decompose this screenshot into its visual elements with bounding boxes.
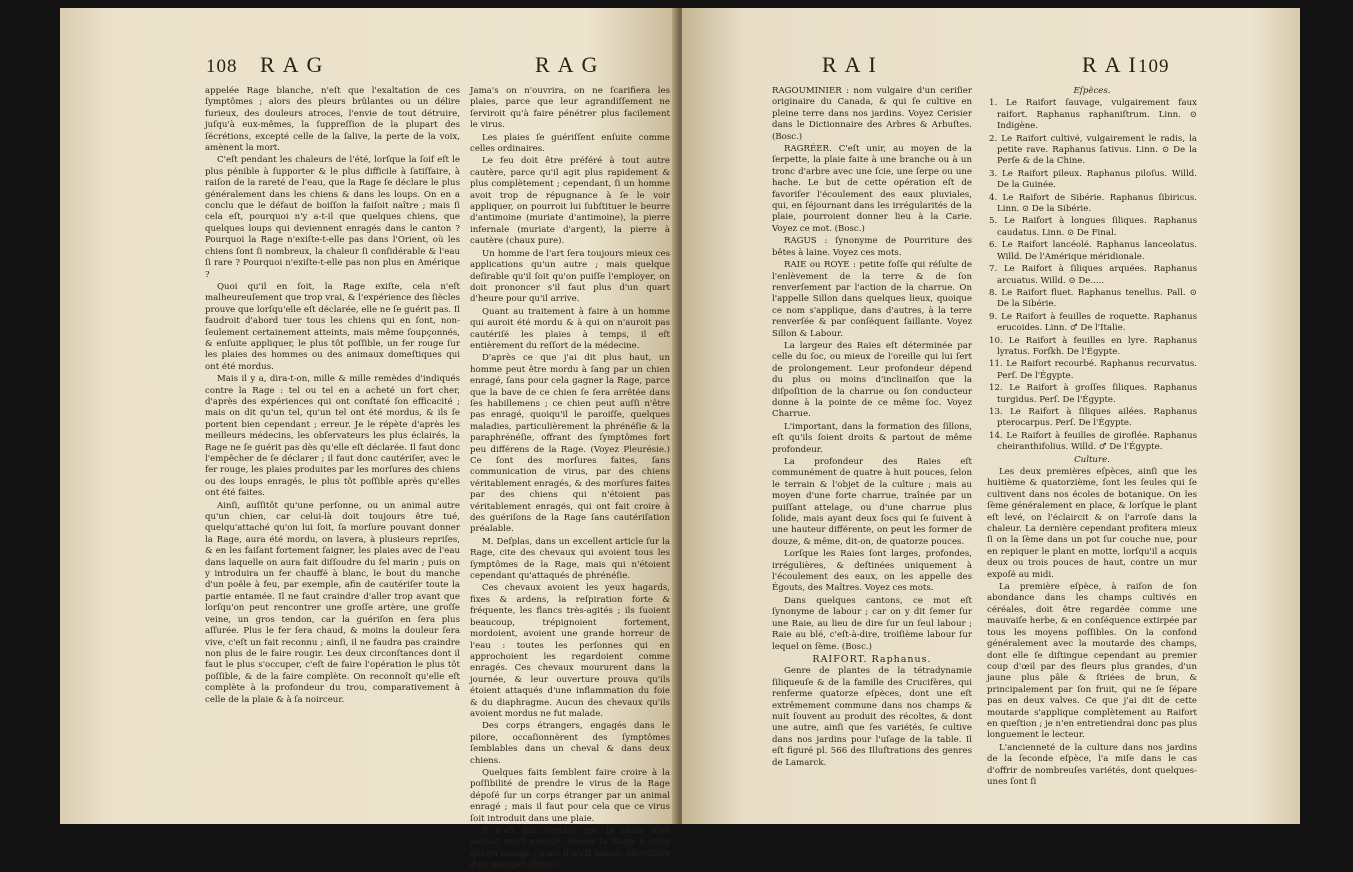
left-running-head	[60, 52, 678, 82]
right-column-1	[772, 86, 972, 816]
raifort-intro: Genre de plantes de la tétradynamie ſiliqueuſe & de la famille des Crucifères, qui renferme quatorze eſpèces, dont une eſt extrêmement commune dans nos champs & nuit ſouvent au produit des récoltes, & dont une autre, ainſi que ſes variétés, ſe cultive dans nos jardins pour l'uſage de la table. Il eſt figuré pl. 566 des Illuſtrations des genres de Lamarck.	[772, 666, 972, 768]
culture-paragraph: Les deux premières eſpèces, ainſi que les huitième & quatorzième, ſont les ſeules qui ſe cultivent dans nos écoles de botanique. On les ſème généralement en place, & lorſque le plant eſt levé, on l'éclaircit & on l'arroſe dans la chaleur. La dernière cependant profitera mieux ſi on la ſème dans un pot ſur couche nue, pour en repiquer le plant en motte, lorſqu'il a acquis deux ou trois pouces de haut, contre un mur expoſé au midi.	[987, 467, 1197, 580]
species-item: 10. Le Raifort à feuilles en lyre. Raphanus lyratus. Forſkh. De l'Égypte.	[989, 335, 1197, 357]
species-item: 4. Le Raifort de Sibérie. Raphanus ſibiricus. Linn. ⊙ De la Sibérie.	[989, 192, 1197, 215]
paragraph: D'après ce que j'ai dit plus haut, un homme peut être mordu à ſang par un chien enragé, ſans pour cela gagner la Rage, parce que la bave de ce chien ſe ſera arrêtée dans ſes habillemens ; ce chien peut auſſi n'être pas enragé, quoiqu'il le paroiſſe, quelques maladies, particulièrement la phrénéſie & la paraphrénéſie, offrant des ſymptômes fort peu différens de la Rage. (Voyez Pleurésie.) Ce ſont des morſures faites, ſans communication de virus, par des chiens véritablement enragés, & des morſures faites par des chiens qui n'étoient pas véritablement enragés, qui ont fait croire à des guériſons de la Rage ſans cautériſation préalable.	[470, 353, 670, 535]
paragraph: M. Deſplas, dans un excellent article ſur la Rage, cite des chevaux qui avoient tous les ſymptômes de la Rage, mais qui n'étoient cependant qu'attaqués de phrénéſie.	[470, 536, 670, 582]
species-item: 6. Le Raifort lancéolé. Raphanus lanceolatus. Willd. De l'Amérique méridionale.	[989, 240, 1197, 262]
paragraph: RAGOUMINIER : nom vulgaire d'un ceriſier originaire du Canada, & qui ſe cultive en pleine terre dans nos jardins. Voyez Cerisier dans le Dictionnaire des Arbres & Arbuſtes. (Bosc.)	[772, 86, 972, 142]
paragraph: Le feu doit être préféré à tout autre cautère, parce qu'il agit plus rapidement & plus complètement ; cependant, ſi un homme avoit trop de répugnance à ſe le voir appliquer, on pourroit lui ſubſtituer le beurre d'antimoine (muriate d'antimoine), la pierre infernale (muriate d'argent), la pierre à cautère (chaux pure).	[470, 156, 670, 247]
species-title: Eſpèces.	[1073, 86, 1111, 96]
species-item: 5. Le Raifort à longues ſiliques. Raphanus caudatus. Linn. ⊙ De Final.	[989, 216, 1197, 238]
paragraph: Il n'eſt pas certain que la chair d'un animal mort enragé, donne la Rage à celui qui en mange ; mais il n'eſt jamais néceſſaire d'en manger. (Bosc.)	[470, 826, 670, 871]
right-running-head	[682, 52, 1300, 82]
paragraph: Les plaies ſe guériſſent enſuite comme celles ordinaires.	[470, 132, 670, 155]
paragraph: La profondeur des Raies eſt communément de quatre à huit pouces, ſelon le terrain & l'objet de la culture ; mais au moyen d'une forte charrue, traînée par un puiſſant attelage, ou d'une charrue plus ſolide, mais ayant deux ſocs qui ſe ſuivent à une hauteur différente, on peut les former de douze, & même, dit-on, de quatorze pouces.	[772, 457, 972, 547]
right-head-word: RAI	[1082, 52, 1144, 77]
species-item: 1. Le Raifort ſauvage, vulgairement faux raifort. Raphanus raphaniſtrum. Linn. ⊙ Indigène.	[989, 98, 1197, 132]
species-item: 8. Le Raifort fluet. Raphanus tenellus. Pall. ⊙ De la Sibérie.	[989, 287, 1197, 310]
paragraph: RAGRÉER. C'eſt unir, au moyen de la ſerpette, la plaie faite à une branche ou à un tronc d'arbre avec une ſcie, une ſerpe ou une hache. Le but de cette opération eſt de favoriſer l'écoulement des eaux pluviales, qui, en ſéjournant dans les irrégularités de la plaie, pourroient donner lieu à la Carie. Voyez ce mot. (Bosc.)	[772, 144, 972, 234]
paragraph: Jama's on n'ouvrira, on ne ſcarifiera les plaies, parce que leur agrandiſſement ne ſerviroit qu'à faire pénétrer plus facilement le virus.	[470, 86, 670, 131]
paragraph: L'important, dans la formation des ſillons, eſt qu'ils ſoient droits & partout de même profondeur.	[772, 421, 972, 455]
culture-paragraph: La première eſpèce, à raiſon de ſon abondance dans les champs cultivés en céréales, doit être regardée comme une mauvaiſe herbe, & en conſéquence extirpée par tous les moyens poſſibles. On la confond généralement avec la moutarde des champs, dont elle ſe diſtingue cependant au premier coup d'œil par des fleurs plus grandes, d'un jaune plus pâle & ſtriées de brun, & principalement par ſon fruit, qui ne ſe ſépare pas en deux valves. Ce que j'ai dit de cette moutarde s'applique complètement au Raifort en queſtion ; je n'en entretiendrai donc pas plus longuement le lecteur.	[987, 582, 1197, 741]
species-item: 13. Le Raifort à ſiliques ailées. Raphanus pterocarpus. Perſ. De l'Égypte.	[989, 406, 1197, 429]
culture-paragraph: L'ancienneté de la culture dans nos jardins de la ſeconde eſpèce, l'a miſe dans le cas d'offrir de nombreuſes variétés, dont quelques-unes ſont ſi	[987, 742, 1197, 787]
raifort-heading: RAIFORT. Raphanus.	[812, 653, 932, 665]
paragraph: RAIE ou ROYE : petite foſſe qui réſulte de l'enlèvement de la terre & de ſon renverſement par l'action de la charrue. On l'appelle Sillon dans quelques lieux, quoique ce nom s'applique, dans d'autres, à la terre renverſée & par conſéquent ſaillante. Voyez Sillon & Labour.	[772, 260, 972, 339]
paragraph: Des corps étrangers, engagés dans le pilore, occaſionnèrent des ſymptômes ſemblables dans un cheval & dans deux chiens.	[470, 721, 670, 766]
paragraph: Quoi qu'il en ſoit, la Rage exiſte, cela n'eſt malheureuſement que trop vrai, & l'expérience des ſiècles prouve que lorſqu'elle eſt déclarée, elle ne ſe guérit pas. Il faudroit d'abord tuer tous les chiens qui en ſont, non-ſeulement certainement atteints, mais même ſoupçonnés, & enſuite appliquer, le plus tôt poſſible, un fer rouge ſur les plaies des hommes ou des animaux domeſtiques qui ont été mordus.	[205, 281, 460, 372]
paragraph: Quelques faits ſemblent faire croire à la poſſibilité de prendre le virus de la Rage dépoſé ſur un corps étranger par un animal enragé ; mais il faut pour cela que ce virus ſoit introduit dans une plaie.	[470, 767, 670, 824]
paragraph: appelée Rage blanche, n'eſt que l'exaltation de ces ſymptômes ; alors des pleurs brûlantes ou un délire furieux, des douleurs atroces, l'envie de tout détruire, juſqu'à eux-mêmes, la ſuppreſſion de la plupart des ſécrétions, excepté celle de la ſalive, la perte de la voix, amènent la mort.	[205, 86, 460, 154]
left-head-center: RAG	[535, 52, 606, 77]
right-page	[682, 8, 1300, 824]
species-item: 7. Le Raifort à ſiliques arquées. Raphanus arcuatus. Willd. ⊙ De.....	[989, 264, 1197, 286]
paragraph: C'eſt pendant les chaleurs de l'été, lorſque la ſoif eſt le plus pénible à ſupporter & le plus difficile à ſatiſfaire, à raiſon de la rareté de l'eau, que la Rage ſe déclare le plus généralement dans les chiens & dans les loups. On en a conclu que le défaut de boiſſon la faiſoit naître ; mais ſi cela eſt, pourquoi n'y a-t-il que quelques chiens, que quelques loups qui deviennent enragés dans le canton ? Pourquoi la Rage n'exiſte-t-elle pas dans l'Orient, où les chiens ſont ſi nombreux, la chaleur ſi conſidérable & l'eau ſi rare ? Pourquoi n'exiſte-t-elle pas non plus en Amérique ?	[205, 155, 460, 280]
left-column-2	[470, 86, 670, 871]
right-column-2	[987, 86, 1197, 816]
left-page	[60, 8, 678, 871]
species-item: 14. Le Raifort à feuilles de giroflée. Raphanus cheiranthifolius. Willd. ♂ De l'Égypte.	[989, 430, 1197, 453]
paragraph: Dans quelques cantons, ce mot eſt ſynonyme de labour ; car on y dit ſemer ſur une Raie, au lieu de dire ſur un ſeul labour ; Raie au blé, c'eſt-à-dire, troiſième labour ſur lequel on ſème. (Bosc.)	[772, 595, 972, 652]
paragraph: Mais il y a, dira-t-on, mille & mille remèdes d'indiqués contre la Rage : tel ou tel en a acheté un fort cher, d'après des expériences qui ont conſtaté ſon efficacité ; mais on dit qu'un tel, qu'un tel ont été mordus, & ils ſe portent bien cependant ; erreur. Je le répète d'après les meilleurs médecins, les obſervateurs les plus éclairés, la Rage ne ſe guérit pas dès qu'elle eſt déclarée. Il faut donc l'empêcher de ſe déclarer ; il faut donc cautériſer, avec le fer rouge, les plaies produites par les morſures des chiens ou des loups enragés, le plus tôt poſſible après qu'elles ont été faites.	[205, 374, 460, 499]
left-column-1	[205, 86, 460, 816]
species-item: 11. Le Raifort recourbé. Raphanus recurvatus. Perſ. De l'Égypte.	[989, 359, 1197, 381]
paragraph: Ces chevaux avoient les yeux hagards, fixes & ardens, la reſpiration forte & fréquente, les flancs très-agités ; ils ſuoient beaucoup, trépignoient fortement, mordoient, avoient une grande horreur de l'eau : toutes les perſonnes qui en approchoient les regardoient comme enragés. Ces chevaux moururent dans la journée, & leur ouverture prouva qu'ils étoient attaqués d'une inflammation du foie & du diaphragme. Aucun des chevaux qu'ils avoient mordus ne fut malade.	[470, 583, 670, 719]
right-folio: 109	[1138, 56, 1170, 77]
species-item: 9. Le Raifort à feuilles de roquette. Raphanus erucoides. Linn. ♂ De l'Italie.	[989, 311, 1197, 334]
left-head-word: RAG	[260, 52, 331, 77]
species-item: 3. Le Raifort pileux. Raphanus piloſus. Willd. De la Guinée.	[989, 168, 1197, 191]
culture-title: Culture.	[1074, 454, 1110, 465]
paragraph: RAGUS : ſynonyme de Pourriture des bêtes à laine. Voyez ces mots.	[772, 236, 972, 258]
paragraph: La largeur des Raies eſt déterminée par celle du ſoc, ou mieux de l'oreille qui lui ſert de prolongement. Leur profondeur dépend du plus ou moins d'inclinaiſon que la diſpoſition de la charrue ou ſon conducteur donne à la pointe de ce même ſoc. Voyez Charrue.	[772, 340, 972, 420]
species-item: 2. Le Raifort cultivé, vulgairement le radis, la petite rave. Raphanus ſativus. Linn. ⊙ De la Perſe & de la Chine.	[989, 133, 1197, 167]
left-folio: 108	[206, 56, 238, 77]
book-spread	[60, 8, 1300, 871]
paragraph: Quant au traitement à faire à un homme qui auroit été mordu & à qui on n'auroit pas cautériſé les plaies à temps, il eſt entièrement du reſſort de la médecine.	[470, 306, 670, 351]
species-item: 12. Le Raifort à groſſes ſiliques. Raphanus turgidus. Perſ. De l'Égypte.	[989, 383, 1197, 405]
right-head-center: RAI	[822, 52, 884, 77]
paragraph: Lorſque les Raies ſont larges, profondes, irrégulières, & deſtinées uniquement à l'écoulement des eaux, on les appelle des Égouts, des Maîtres. Voyez ces mots.	[772, 549, 972, 594]
paragraph: Ainſi, auſſitôt qu'une perſonne, ou un animal autre qu'un chien, car celui-là doit toujours être tué, quelqu'attaché qu'on lui ſoit, ſa morſure pouvant donner la Rage, aura été mordu, on lavera, à plusieurs repriſes, & en les faiſant fortement ſaigner, les plaies avec de l'eau dans laquelle on aura fait diſſoudre du ſel marin ; puis on y introduira un fer chauffé à blanc, le bout du manche d'un poêle à feu, par exemple, afin de cautériſer toute la partie entamée. Il ne faut craindre d'aller trop avant que lorſqu'on peut rencontrer une groſſe artère, une groſſe veine, un gros tendon, car la guériſon en ſera plus aſſurée. Plus le fer ſera chaud, & moins la douleur ſera vive, c'eſt un fait reconnu ; ainſi, il ne faudra pas craindre non plus de le faire rougir. Les deux circonſtances dont il faut le plus s'occuper, c'eſt de faire l'opération le plus tôt poſſible, & de la faire complète. On reconnoît qu'elle eſt complète à la profondeur du trou, comparativement à celle de la plaie & à ſa noirceur.	[205, 500, 460, 705]
paragraph: Un homme de l'art ſera toujours mieux ces applications qu'un autre ; mais quelque deſirable qu'il ſoit qu'on puiſſe l'employer, on doit prononcer s'il faut plus d'un quart d'heure pour qu'il arrive.	[470, 248, 670, 305]
